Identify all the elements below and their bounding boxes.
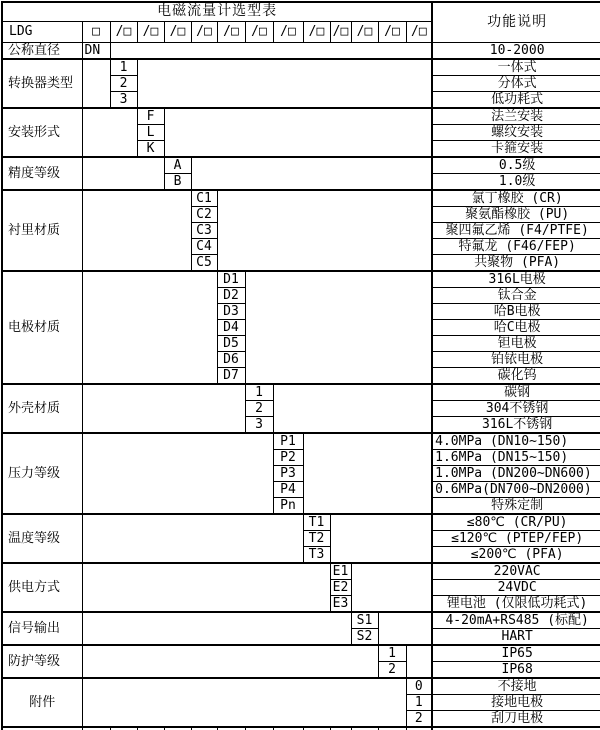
dn-label: 公称直径 (2, 42, 82, 59)
option-code-cell: P2 (273, 449, 303, 465)
option-desc-cell: 4-20mA+RS485 (标配) (432, 612, 600, 629)
option-desc-cell: 4.0MPa (DN10~150) (432, 433, 600, 450)
option-desc-cell: IP65 (432, 645, 600, 662)
option-desc-cell: 刮刀电极 (432, 710, 600, 727)
option-desc-cell: 分体式 (432, 75, 600, 91)
option-desc-cell: 304不锈钢 (432, 400, 600, 416)
option-code-cell: D6 (217, 351, 245, 367)
option-code-cell: C2 (191, 206, 217, 222)
bottom-strip-cell (303, 727, 330, 730)
left-filler (82, 433, 273, 514)
category-label: 压力等级 (2, 433, 82, 514)
option-code-cell: 1 (110, 59, 137, 76)
option-code-cell: D2 (217, 287, 245, 303)
option-desc-cell: 聚氨酯橡胶 (PU) (432, 206, 600, 222)
option-code-cell: D5 (217, 335, 245, 351)
option-desc-cell: IP68 (432, 661, 600, 678)
option-desc-cell: 钛合金 (432, 287, 600, 303)
option-desc-cell: 不接地 (432, 678, 600, 695)
left-filler (82, 645, 378, 678)
option-code-cell: 2 (378, 661, 406, 678)
category-label: 附件 (2, 678, 82, 727)
option-code-cell: K (137, 140, 164, 157)
model-slot-cell: /□ (217, 21, 245, 42)
function-description-header: 功能说明 (432, 2, 600, 42)
option-code-cell: 2 (406, 710, 432, 727)
right-filler (406, 645, 432, 678)
option-desc-cell: ≤200℃ (PFA) (432, 546, 600, 563)
left-filler (82, 271, 217, 384)
option-desc-cell: 0.5级 (432, 157, 600, 174)
option-code-cell: E1 (330, 563, 351, 580)
option-code-cell: C4 (191, 238, 217, 254)
option-desc-cell: ≤80℃ (CR/PU) (432, 514, 600, 531)
left-filler (82, 59, 110, 108)
right-filler (303, 433, 432, 514)
category-label: 电极材质 (2, 271, 82, 384)
option-desc-cell: 316L电极 (432, 271, 600, 288)
option-desc-cell: 铂铱电极 (432, 351, 600, 367)
option-desc-cell: 24VDC (432, 579, 600, 595)
option-desc-cell: 特殊定制 (432, 497, 600, 514)
option-code-cell: S1 (351, 612, 378, 629)
option-code-cell: 2 (245, 400, 273, 416)
option-code-cell: P4 (273, 481, 303, 497)
option-desc-cell: 220VAC (432, 563, 600, 580)
right-filler (378, 612, 432, 645)
option-desc-cell: 卡箍安装 (432, 140, 600, 157)
option-desc-cell: ≤120℃ (PTEP/FEP) (432, 530, 600, 546)
option-code-cell: P1 (273, 433, 303, 450)
left-filler (82, 190, 191, 271)
option-code-cell: C5 (191, 254, 217, 271)
option-desc-cell: 氯丁橡胶 (CR) (432, 190, 600, 207)
option-desc-cell: 法兰安装 (432, 108, 600, 125)
option-desc-cell: 聚四氟乙烯 (F4/PTFE) (432, 222, 600, 238)
option-code-cell: 3 (245, 416, 273, 433)
option-desc-cell: 0.6MPa(DN700~DN2000) (432, 481, 600, 497)
option-code-cell: C1 (191, 190, 217, 207)
option-desc-cell: 1.0级 (432, 173, 600, 190)
bottom-strip-cell (351, 727, 378, 730)
option-desc-cell: 特氟龙 (F46/FEP) (432, 238, 600, 254)
option-desc-cell: 哈C电极 (432, 319, 600, 335)
option-code-cell: 1 (406, 694, 432, 710)
option-desc-cell: HART (432, 628, 600, 645)
right-filler (164, 108, 432, 157)
model-slot-cell: /□ (273, 21, 303, 42)
model-slot-cell: /□ (191, 21, 217, 42)
option-desc-cell: 1.0MPa (DN200~DN600) (432, 465, 600, 481)
category-label: 衬里材质 (2, 190, 82, 271)
right-filler (351, 563, 432, 612)
dn-desc-cell: 10-2000 (432, 42, 600, 59)
option-code-cell: B (164, 173, 191, 190)
option-desc-cell: 碳化钨 (432, 367, 600, 384)
right-filler (191, 157, 432, 190)
bottom-strip-cell (191, 727, 217, 730)
option-code-cell: 2 (110, 75, 137, 91)
option-desc-cell: 哈B电极 (432, 303, 600, 319)
bottom-strip-cell (164, 727, 191, 730)
left-filler (82, 678, 406, 727)
option-code-cell: D3 (217, 303, 245, 319)
option-code-cell: 0 (406, 678, 432, 695)
bottom-strip-cell (137, 727, 164, 730)
right-filler (245, 271, 432, 384)
option-code-cell: L (137, 124, 164, 140)
model-slot-cell: /□ (245, 21, 273, 42)
left-filler (82, 612, 351, 645)
category-label: 安装形式 (2, 108, 82, 157)
option-code-cell: E2 (330, 579, 351, 595)
model-slot-cell: /□ (164, 21, 191, 42)
bottom-strip-cell (432, 727, 600, 730)
bottom-strip-cell (217, 727, 245, 730)
bottom-strip-cell (406, 727, 432, 730)
model-first-box-cell: □ (82, 21, 110, 42)
option-desc-cell: 螺纹安装 (432, 124, 600, 140)
option-desc-cell: 一体式 (432, 59, 600, 76)
category-label: 转换器类型 (2, 59, 82, 108)
category-label: 精度等级 (2, 157, 82, 190)
option-code-cell: A (164, 157, 191, 174)
bottom-strip-cell (2, 727, 82, 730)
selection-table (1, 1, 600, 730)
model-prefix-cell: LDG (2, 21, 82, 42)
left-filler (82, 108, 137, 157)
option-desc-cell: 锂电池 (仅限低功耗式) (432, 595, 600, 612)
option-code-cell: Pn (273, 497, 303, 514)
option-code-cell: D4 (217, 319, 245, 335)
model-slot-cell: /□ (137, 21, 164, 42)
category-label: 防护等级 (2, 645, 82, 678)
model-slot-cell: /□ (406, 21, 432, 42)
bottom-strip-cell (330, 727, 351, 730)
option-code-cell: 1 (245, 384, 273, 401)
option-code-cell: T2 (303, 530, 330, 546)
category-label: 信号输出 (2, 612, 82, 645)
bottom-strip-cell (378, 727, 406, 730)
model-slot-cell: /□ (378, 21, 406, 42)
option-code-cell: P3 (273, 465, 303, 481)
model-slot-cell: /□ (330, 21, 351, 42)
left-filler (82, 157, 164, 190)
left-filler (82, 384, 245, 433)
dn-filler (110, 42, 432, 59)
option-code-cell: 1 (378, 645, 406, 662)
option-code-cell: T3 (303, 546, 330, 563)
right-filler (330, 514, 432, 563)
bottom-strip-cell (273, 727, 303, 730)
option-code-cell: D1 (217, 271, 245, 288)
bottom-strip-cell (110, 727, 137, 730)
option-code-cell: F (137, 108, 164, 125)
dn-code-cell: DN (82, 42, 110, 59)
option-code-cell: D7 (217, 367, 245, 384)
option-desc-cell: 碳钢 (432, 384, 600, 401)
option-desc-cell: 316L不锈钢 (432, 416, 600, 433)
left-filler (82, 563, 330, 612)
option-code-cell: T1 (303, 514, 330, 531)
category-label: 供电方式 (2, 563, 82, 612)
category-label: 温度等级 (2, 514, 82, 563)
option-code-cell: 3 (110, 91, 137, 108)
option-desc-cell: 低功耗式 (432, 91, 600, 108)
option-code-cell: C3 (191, 222, 217, 238)
model-slot-cell: /□ (351, 21, 378, 42)
right-filler (137, 59, 432, 108)
option-desc-cell: 共聚物 (PFA) (432, 254, 600, 271)
right-filler (273, 384, 432, 433)
category-label: 外壳材质 (2, 384, 82, 433)
bottom-strip-cell (245, 727, 273, 730)
bottom-strip-cell (82, 727, 110, 730)
right-filler (217, 190, 432, 271)
option-code-cell: E3 (330, 595, 351, 612)
option-desc-cell: 接地电极 (432, 694, 600, 710)
left-filler (82, 514, 303, 563)
option-code-cell: S2 (351, 628, 378, 645)
option-desc-cell: 1.6MPa (DN15~150) (432, 449, 600, 465)
table-title: 电磁流量计选型表 (2, 2, 432, 21)
model-slot-cell: /□ (303, 21, 330, 42)
option-desc-cell: 钽电极 (432, 335, 600, 351)
model-slot-cell: /□ (110, 21, 137, 42)
